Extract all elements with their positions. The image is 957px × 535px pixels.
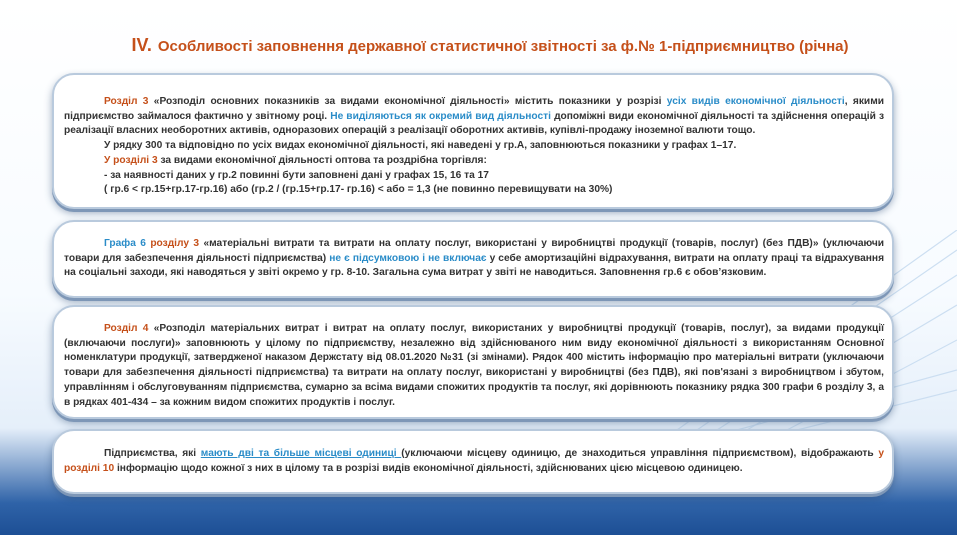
text-fragment: «матеріальні витрати та витрати на оплату послуг, використані у виробництві продукції (товарів, послуг) (без ПДВ)» (уключаючи товари для забезпечення діяльності підприємства) <box>64 238 885 264</box>
section-3-ref: Розділ 3 <box>104 96 149 107</box>
trade-paragraph <box>64 154 884 169</box>
page-title <box>60 35 920 56</box>
section-3-paragraph <box>64 95 884 139</box>
section-10-panel <box>52 429 894 494</box>
highlight-not-total: не є підсумковою і не включає <box>329 252 487 264</box>
column-6-paragraph <box>64 237 884 281</box>
section-3-ref: розділу 3 <box>150 238 200 249</box>
section-10-paragraph <box>64 447 884 476</box>
section-3-ref: У розділі 3 <box>104 154 158 166</box>
section-4-ref: Розділ 4 <box>104 323 149 334</box>
text-fragment: у себе амортизаційні відрахування, витрати на оплату праці та відрахування на соціальні заходи, які наводяться у звіті окремо у гр. 8-10. Загальна сума витрат у звіті не наводиться. Заповнення гр.6 є обов’язковим. <box>64 252 885 279</box>
title-text: Особливості заповнення державної статистичної звітності за ф.№ 1-підприємництво (річна) <box>157 38 849 55</box>
text-fragment: «Розподіл основних показників за видами економічної діяльності» містить показники у розрізі <box>148 96 667 107</box>
local-units-link[interactable]: мають дві та більше місцеві одиниці <box>200 448 402 459</box>
column-6-ref: Графа 6 <box>104 238 151 249</box>
text-fragment: Підприємства, які <box>104 448 201 459</box>
trade-condition-2: ( гр.6 < гр.15+гр.17-гр.16) або (гр.2 / (гр.15+гр.17- гр.16) < або = 1,3 (не повинно перевищувати на 30%) <box>104 184 613 196</box>
text-fragment: (уключаючи місцеву одиницю, де знаходиться управління підприємством), відображають <box>401 448 879 459</box>
section-3-panel <box>52 73 894 209</box>
text-fragment: інформацію щодо кожної з них в цілому та в розрізі видів економічної діяльності, здійснюваних цією місцевою одиницею. <box>114 462 743 474</box>
trade-condition-1: - за наявності даних у гр.2 повинні бути заповнені дані у графах 15, 16 та 17 <box>104 169 489 181</box>
text-fragment: «Розподіл матеріальних витрат і витрат на оплату послуг, використаних у виробництві продукції (товарів, послуг), за видами продукції (включаючи послуги)» заповнюють у цілому по підприємству, незалежно від здійснюваного ним виду економічної діяльності з використанням Основної номенклатури продукції, затвердженої наказом Держстату від 08.01.2020 №31 (зі змінами). Рядок 400 містить інформацію про матеріальні витрати (уключаючи товари для забезпечення діяльності підприємства) та витрати на оплату послуг, використані у виробництві (без ПДВ), які пов'язані з виробництвом і збутом, управлінням і обслуговуванням підприємства, сумарно за всіма видами спожитих продуктів та послуг, які дорівнюють показнику рядка 300 графи 6 розділу 3, а в рядках 401-434 – за кожним видом спожитих продуктів і послуг. <box>64 323 884 408</box>
section-4-panel <box>52 305 894 419</box>
section-4-paragraph <box>64 322 884 410</box>
text-fragment: , якими підприємство займалося фактично у звітному році. <box>64 96 884 122</box>
text-fragment: за видами економічної діяльності оптова та роздрібна торгівля: <box>157 154 487 166</box>
column-6-panel <box>52 220 894 298</box>
row-300-paragraph: У рядку 300 та відповідно по усіх видах економічної діяльності, які наведені у гр.А, заповнюються показники у графах 1–17. <box>104 140 737 152</box>
title-roman-numeral: IV. <box>131 35 152 55</box>
highlight-all-activities: усіх видів економічної діяльності <box>666 96 845 107</box>
section-10-ref: у розділі 10 <box>64 448 884 474</box>
highlight-not-separated: Не виділяються як окремий вид діяльності <box>330 110 552 122</box>
text-fragment: допоміжні види економічної діяльності та здійснення операцій з реалізації власних необоротних активів, одноразових операцій з реалізації оборотних активів, купівлі-продажу іноземної валюти тощо. <box>64 110 885 137</box>
